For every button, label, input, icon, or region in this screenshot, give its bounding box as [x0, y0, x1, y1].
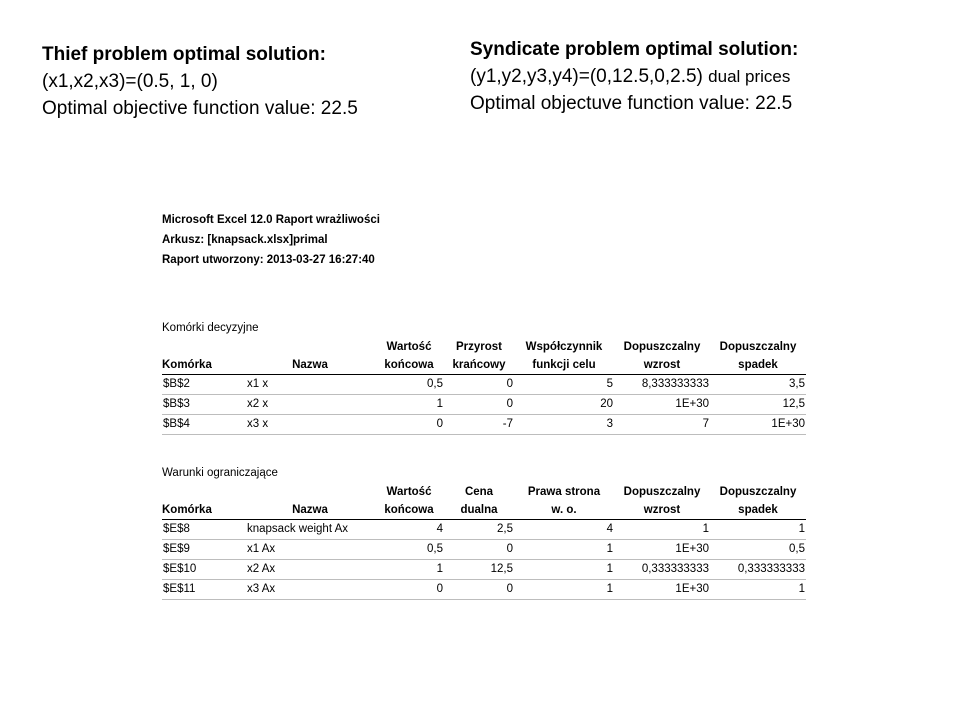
table-cell: x2 Ax	[246, 560, 374, 580]
table-cell: 8,333333333	[614, 375, 710, 395]
decision-cells-label: Komórki decyzyjne	[162, 322, 259, 334]
table-cell: 2,5	[444, 520, 514, 540]
column-header-top: Przyrost	[455, 341, 503, 353]
syndicate-solution-line	[470, 63, 798, 90]
table-cell: -7	[444, 415, 514, 435]
thief-solution-vector: (x1,x2,x3)=(0.5, 1, 0)	[42, 71, 218, 92]
thief-solution-block	[42, 41, 358, 122]
table-cell: 1	[514, 560, 614, 580]
table-cell: 20	[514, 395, 614, 415]
table-cell: $E$11	[162, 580, 246, 600]
table-cell: 0,333333333	[614, 560, 710, 580]
syndicate-solution-title: Syndicate problem optimal solution:	[470, 39, 799, 60]
table-cell: 0	[444, 580, 514, 600]
report-sheet-line: Arkusz: [knapsack.xlsx]primal	[162, 234, 328, 246]
report-header-line: Microsoft Excel 12.0 Raport wrażliwości	[162, 214, 380, 226]
table-cell: 0	[444, 540, 514, 560]
column-header-top	[162, 338, 246, 356]
table-cell: 1	[514, 540, 614, 560]
column-header: Nazwa	[246, 501, 374, 520]
table-cell: 1	[614, 520, 710, 540]
table-cell: 0	[374, 415, 444, 435]
constraints-table	[162, 483, 806, 600]
syndicate-solution-vector: (y1,y2,y3,y4)=(0,12.5,0,2.5)	[470, 66, 703, 87]
column-header-top	[162, 483, 246, 501]
constraint-row	[162, 560, 806, 580]
decision-row	[162, 415, 806, 435]
table-cell: 1	[514, 580, 614, 600]
constraint-row	[162, 540, 806, 560]
table-cell: x1 x	[246, 375, 374, 395]
column-header-top: Dopuszczalny	[623, 341, 701, 353]
column-header-top: Prawa strona	[527, 486, 601, 498]
table-cell: 0	[374, 580, 444, 600]
table-cell: 5	[514, 375, 614, 395]
column-header: dualna	[444, 501, 514, 520]
table-cell: 0	[444, 375, 514, 395]
table-cell: 1E+30	[614, 395, 710, 415]
table-cell: 0,5	[374, 540, 444, 560]
dual-prices-note: dual prices	[708, 67, 791, 86]
table-cell: x3 Ax	[246, 580, 374, 600]
column-header: krańcowy	[444, 356, 514, 375]
table-cell: 4	[514, 520, 614, 540]
column-header-top: Cena	[464, 486, 494, 498]
constraints-label: Warunki ograniczające	[162, 467, 278, 479]
sensitivity-report	[162, 210, 812, 600]
column-header-top: Dopuszczalny	[719, 486, 797, 498]
decision-row	[162, 395, 806, 415]
column-header-top	[246, 338, 374, 356]
table-cell: x3 x	[246, 415, 374, 435]
constraint-row	[162, 580, 806, 600]
column-header-top: Dopuszczalny	[719, 341, 797, 353]
table-cell: 7	[614, 415, 710, 435]
decision-cells-table	[162, 338, 806, 435]
column-header: w. o.	[514, 501, 614, 520]
table-cell: x2 x	[246, 395, 374, 415]
column-header: wzrost	[614, 356, 710, 375]
column-header: Komórka	[162, 356, 246, 375]
constraint-row	[162, 520, 806, 540]
table-cell: knapsack weight Ax	[246, 520, 374, 540]
table-cell: 3,5	[710, 375, 806, 395]
table-cell: $E$9	[162, 540, 246, 560]
table-cell: 1	[710, 580, 806, 600]
column-header-top	[246, 483, 374, 501]
table-cell: 1	[374, 395, 444, 415]
column-header: spadek	[710, 501, 806, 520]
table-cell: 3	[514, 415, 614, 435]
table-cell: 1	[710, 520, 806, 540]
table-cell: 12,5	[444, 560, 514, 580]
table-cell: 0,5	[710, 540, 806, 560]
column-header: wzrost	[614, 501, 710, 520]
table-cell: 0,5	[374, 375, 444, 395]
table-cell: 1E+30	[710, 415, 806, 435]
table-cell: x1 Ax	[246, 540, 374, 560]
table-cell: 1E+30	[614, 540, 710, 560]
column-header: funkcji celu	[514, 356, 614, 375]
report-created-line: Raport utworzony: 2013-03-27 16:27:40	[162, 254, 375, 266]
table-cell: $B$4	[162, 415, 246, 435]
table-cell: 12,5	[710, 395, 806, 415]
thief-objective-value: Optimal objective function value: 22.5	[42, 98, 358, 119]
table-cell: 4	[374, 520, 444, 540]
column-header: Komórka	[162, 501, 246, 520]
table-cell: 1	[374, 560, 444, 580]
table-cell: 1E+30	[614, 580, 710, 600]
column-header: końcowa	[374, 356, 444, 375]
column-header: spadek	[710, 356, 806, 375]
column-header-top: Wartość	[386, 486, 432, 498]
table-cell: $E$8	[162, 520, 246, 540]
table-cell: $E$10	[162, 560, 246, 580]
table-cell: $B$2	[162, 375, 246, 395]
column-header: końcowa	[374, 501, 444, 520]
column-header-top: Współczynnik	[525, 341, 603, 353]
decision-row	[162, 375, 806, 395]
column-header-top: Dopuszczalny	[623, 486, 701, 498]
syndicate-solution-block	[470, 36, 798, 117]
thief-solution-title: Thief problem optimal solution:	[42, 44, 326, 65]
table-cell: 0	[444, 395, 514, 415]
column-header: Nazwa	[246, 356, 374, 375]
table-cell: $B$3	[162, 395, 246, 415]
column-header-top: Wartość	[386, 341, 432, 353]
syndicate-objective-value: Optimal objectuve function value: 22.5	[470, 93, 793, 114]
table-cell: 0,333333333	[710, 560, 806, 580]
